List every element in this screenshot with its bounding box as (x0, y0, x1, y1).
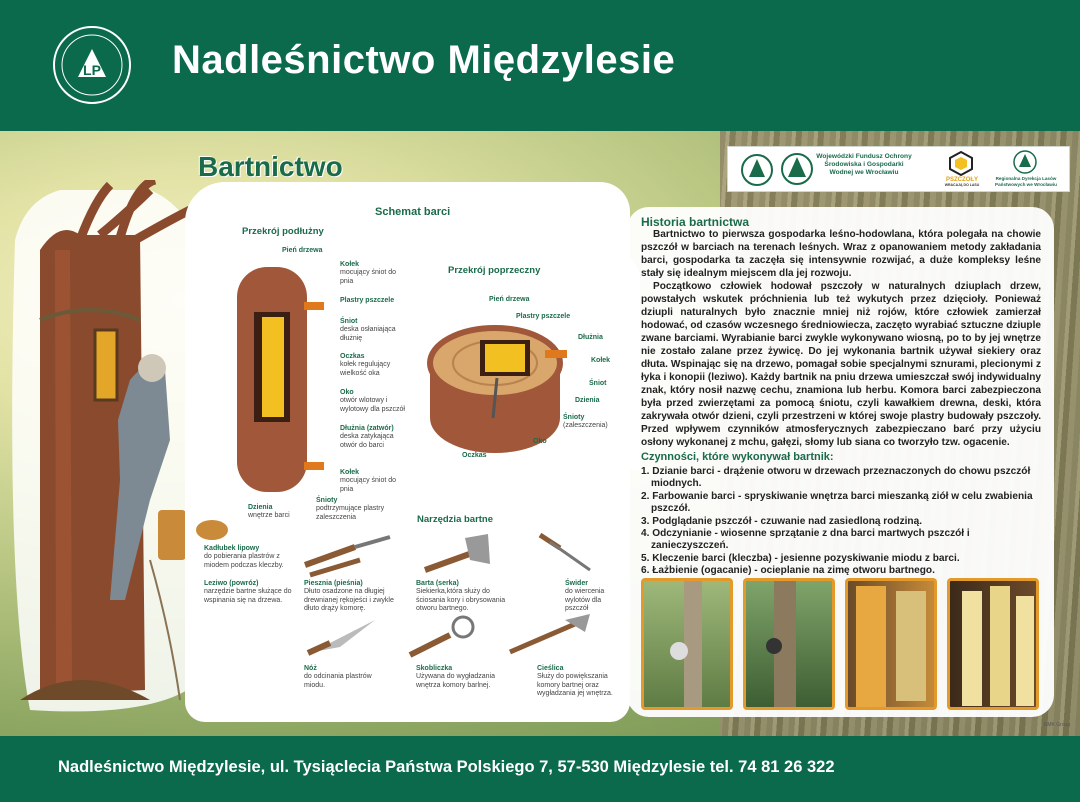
sponsor-wfos-text: Wojewódzki Fundusz Ochrony Środowiska i Gospodarki Wodnej we Wrocławiu (816, 153, 912, 176)
cross-label-plastry: Plastry pszczele (516, 313, 571, 320)
cross-label-pien: Pień drzewa (489, 296, 530, 303)
label-oko: Oko otwór wlotowy i wylotowy dla pszczół (340, 389, 405, 413)
photo-hive-interior (845, 578, 937, 710)
activities-list (641, 466, 1046, 578)
label-kolek-bottom: Kołek mocujący śniot do pnia (340, 469, 397, 493)
rdlp-logo-icon (1011, 149, 1039, 175)
tool-cieslica: Cieślica Służy do powiększania komory bartnej oraz wygładzania jej wnętrza. (537, 665, 613, 697)
activity-item: 2. Farbowanie barci - spryskiwanie wnętrza barci mieszanką ziół w celu zwabienia pszczół. (641, 490, 1033, 515)
photo-scene-4 (950, 581, 1039, 710)
tool-piesznia: Piesznia (pieśnia) Dłuto osadzone na długiej drewnianej rękojeści i zwykle dłuto drąży komorę. (304, 580, 394, 612)
activity-item: 4. Odczynianie - wiosenne sprzątanie z dna barci martwych pszczół i zanieczyszczeń. (641, 528, 970, 552)
history-paragraph-2: Początkowo człowiek hodował pszczoły w naturalnych dziuplach drzew, powstałych wskutek próchnienia lub też wykutych przez dzięcioły. Ponieważ dziupli naturalnych było znacznie mniej niż rojów, które człowiek zamierzał hodować, od czasów wczesnego średniowiecza, zaczęto wyrabiać sztuczne dziuple zwane barciami. Wyrabianie barci zwykle wykonywano wiosną, po to by jej wnętrze nie zostało zalane przez żywicę. Do jej wykonania bartnik używał siekiery oraz dłuta. Wspinając się na drzewo, pomagał sobie specjalnymi sznurami, plecionymi z łyka i konopii (leziwo). Każdy bartnik na pniu drzewa umieszczał swój indywidualny znak, który nosił nazwę cechu, znamiona lub herbu. Komora barci zabezpieczona była przed zwierzętami za pomocą śniotu, czyli kawałkiem drewna, deski, która zakrywała otwór dzieni, czyli przestrzeni w której swoje plastry budowały pszczoły. Przed wpływem czynników atmosferycznych zabezpieczano barć przy użyciu osłony wykonanej z mchu, gałęzi, słomy lub siana co tworzyło tzw. ogacenie. (641, 281, 1041, 448)
bee-hexagon-icon (948, 150, 974, 176)
swider-drawing (535, 530, 600, 578)
activity-item: 6. Łażbienie (ogacanie) - ocieplanie na zimę otworu bartnego. (641, 565, 935, 577)
skobliczka-drawing (405, 615, 480, 665)
cross-label-snioty: Śnioty (zaleszczenia) (563, 414, 608, 430)
activity-item: 5. Kleczenie barci (kleczba) - jesienne pozyskiwanie miodu z barci. (641, 552, 960, 564)
svg-text:LP: LP (83, 62, 101, 78)
credit-text: KMK Group (1044, 722, 1071, 728)
cieslica-drawing (505, 612, 595, 662)
label-dluznia: Dłużnia (zatwór) deska zatykająca otwór do barci (340, 425, 394, 449)
photo-scene-1 (644, 581, 733, 710)
tool-noz: Nóż do odcinania plastrów miodu. (304, 665, 372, 689)
label-dzienia: Dzienia wnętrze barci (248, 504, 290, 520)
history-title: Historia bartnictwa (641, 215, 750, 229)
sponsor-bees-text: PSZCZOŁY (945, 177, 978, 183)
footer-address: Nadleśnictwo Międzylesie, ul. Tysiąclecia Państwa Polskiego 7, 57-530 Międzylesie tel. 74 81 26 322 (58, 758, 835, 776)
longitudinal-section-drawing (232, 262, 332, 498)
photo-honeycombs (947, 578, 1039, 710)
photo-scene-2 (746, 581, 835, 710)
wfos-logo-icon (780, 151, 814, 187)
cross-section-title: Przekrój poprzeczny (448, 265, 541, 276)
activities-title: Czynności, które wykonywał bartnik: (641, 451, 834, 463)
longitudinal-title: Przekrój podłużny (242, 226, 324, 237)
activity-item: 1. Dzianie barci - drążenie otworu w drzewach przeznaczonych do chowu pszczół miodnych. (641, 466, 1031, 490)
cross-label-dluznia: Dłużnia (578, 334, 603, 341)
tool-swider: Świder do wiercenia wylotów dla pszczół (565, 580, 605, 612)
lasy-panstwowe-logo (52, 25, 132, 105)
activity-item: 3. Podglądanie pszczół - czuwanie nad zasiedloną rodziną. (641, 515, 922, 527)
history-paragraph-1: Bartnictwo to pierwsza gospodarka leśno-hodowlana, która polegała na chowie pszczół w barciach na terenach leśnych. Wraz z opanowaniem metody zakładania barci, gospodarka ta zaczęła się intensywnie rozwijać, a duże kompleksy leśne stały się idealnym miejscem dla jej rozwoju. (641, 229, 1041, 279)
label-sniot: Śniot deska osłaniająca dłużnię (340, 318, 396, 342)
photo-climbing-beekeeper (641, 578, 733, 710)
sponsor-rdlp-text: Regionalna Dyrekcja Lasów Państwowych we Wrocławiu (995, 176, 1057, 187)
tool-kadlubek: Kadłubek lipowy do pobierania plastrów z miodem podczas kleczby. (204, 545, 284, 569)
photo-tree-hive (743, 578, 835, 710)
cross-label-sniot: Śniot (589, 380, 607, 387)
cross-label-kolek: Kołek (591, 357, 611, 364)
tool-barta: Barta (serka) Siekierka,która służy do ściosania kory i obrysowania otworu bartnego. (416, 580, 506, 612)
cross-label-oczkas: Oczkas (462, 452, 487, 459)
page-title: Nadleśnictwo Międzylesie (172, 38, 676, 82)
label-oczkas: Oczkas kołek regulujący wielkość oka (340, 353, 391, 377)
tool-leziwo: Leziwo (powróz) narzędzie bartne służące do wspinania się na drzewa. (204, 580, 292, 604)
barta-drawing (420, 530, 495, 578)
sponsor-bees-subtext: WRACAJĄ DO LASU (944, 183, 980, 187)
header-band (0, 0, 1080, 131)
noz-drawing (300, 615, 380, 660)
schema-title: Schemat barci (375, 206, 451, 218)
cross-label-oko: Oko (533, 438, 547, 445)
piesznia-drawing (300, 535, 395, 580)
tools-title: Narzędzia bartne (417, 514, 494, 525)
tool-skobliczka: Skobliczka Używana do wygładzania wnętrza komory barlnej. (416, 665, 495, 689)
label-kolek: Kołek mocujący śniot do pnia (340, 261, 397, 285)
footer-band (0, 736, 1080, 802)
cross-section-drawing (425, 308, 585, 458)
sponsors-bar (727, 146, 1070, 192)
forest-emblem-icon (740, 153, 774, 187)
panel-title: Bartnictwo (198, 151, 343, 182)
photo-scene-3 (848, 581, 937, 710)
kadlubek-drawing (192, 515, 232, 545)
cross-label-dzienia: Dzienia (575, 397, 600, 404)
label-plastry-pszczele: Plastry pszczele (340, 297, 395, 304)
label-snioty: Śnioty podtrzymujące plastry zaleszczenia (316, 497, 385, 521)
label-pien-drzewa: Pień drzewa (282, 247, 323, 254)
